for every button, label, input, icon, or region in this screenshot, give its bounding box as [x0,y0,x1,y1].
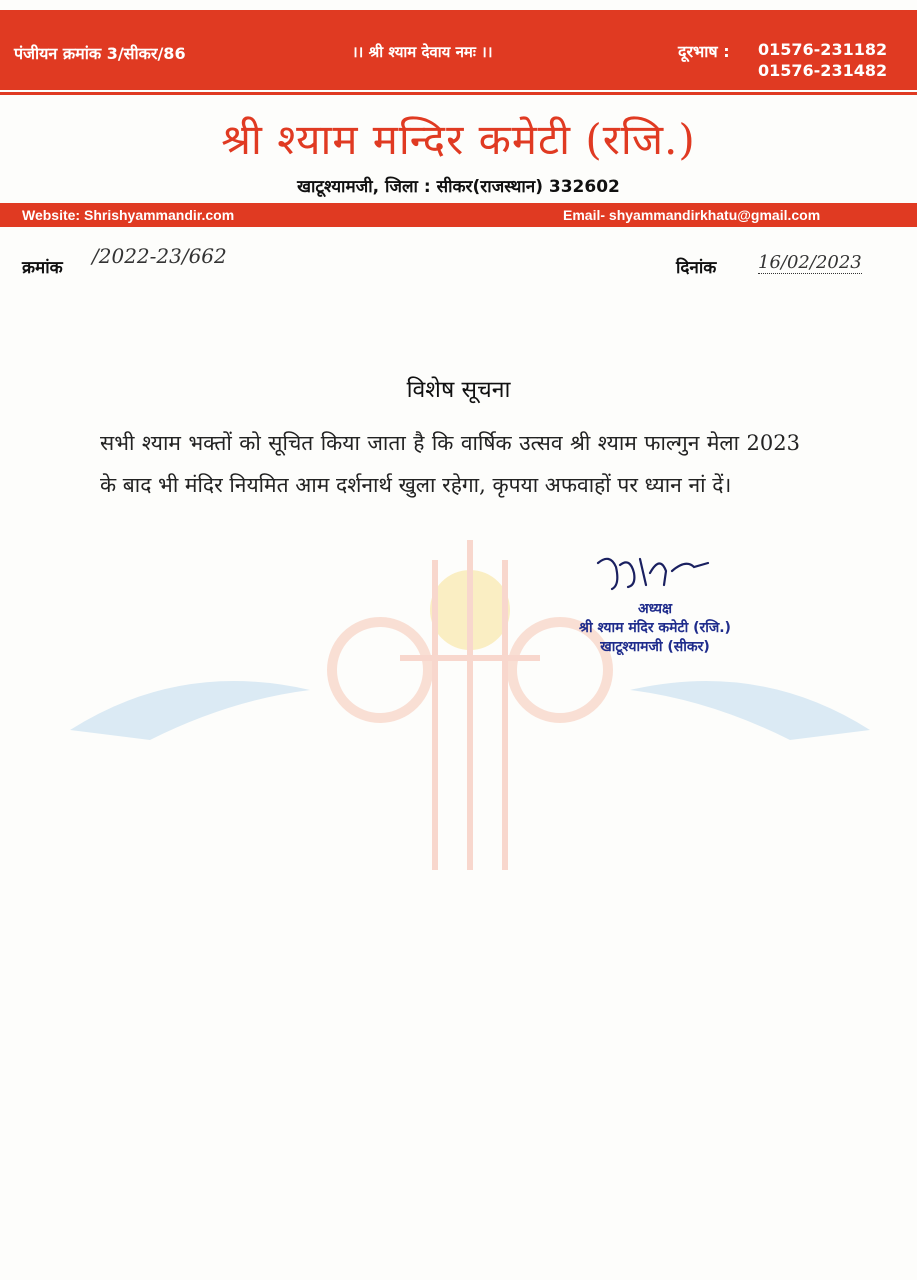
handwritten-signature [590,545,720,600]
phone-label: दूरभाष : [678,42,730,61]
date-value: 16/02/2023 [758,252,862,273]
signatory-organization: श्री श्याम मंदिर कमेटी (रजि.) [579,620,731,636]
reference-label: क्रमांक [22,258,63,278]
organization-address: खाटूश्यामजी, जिला : सीकर(राजस्थान) 332602 [297,177,620,197]
header-divider [0,92,917,95]
signatory-place: खाटूश्यामजी (सीकर) [600,639,710,655]
phone-number-1: 01576-231182 [758,40,888,59]
notice-heading: विशेष सूचना [406,377,511,403]
notice-body: सभी श्याम भक्तों को सूचित किया जाता है कि वार्षिक उत्सव श्री श्याम फाल्गुन मेला 2023 के बाद भी मंदिर नियमित आम दर्शनार्थ खुला रहेगा, कृपया अफवाहों पर ध्यान नां दें। [100,431,800,497]
email-text: Email- shyammandirkhatu@gmail.com [563,207,821,223]
registration-number: पंजीयन क्रमांक 3/सीकर/86 [14,44,186,63]
date-label: दिनांक [676,258,717,278]
signatory-block [540,600,770,657]
header-mantra: ।। श्री श्याम देवाय नमः ।। [352,43,493,61]
website-text: Website: Shrishyammandir.com [22,207,235,223]
reference-number: /2022-23/662 [92,244,227,268]
signatory-role: अध्यक्ष [637,601,673,617]
temple-emblem-watermark [60,540,880,870]
organization-title: श्री श्याम मन्दिर कमेटी (रजि.) [221,115,696,164]
phone-number-2: 01576-231482 [758,61,888,80]
